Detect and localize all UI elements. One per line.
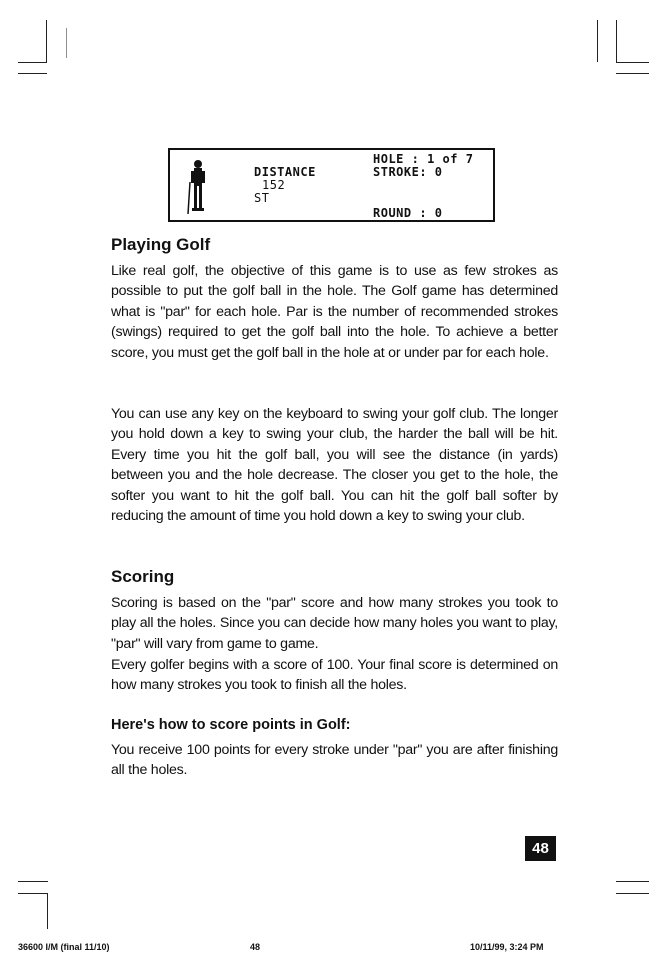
golf-lcd-screen [168,148,495,222]
heading-score-points: Here's how to score points in Golf: [111,717,351,733]
lcd-stroke: STROKE: 0 [373,165,443,179]
lcd-distance-label: DISTANCE [254,165,316,179]
lcd-distance-value: 152 [262,178,286,192]
page-number-badge: 48 [525,836,556,861]
paragraph-scoring-2: Every golfer begins with a score of 100. Your final score is determined on how many strokes you took to finish all the holes. [111,657,558,694]
heading-scoring: Scoring [111,567,175,586]
lcd-round: ROUND : 0 [373,206,443,220]
footer-left: 36600 I/M (final 11/10) [18,942,110,952]
paragraph-playing-1: Like real golf, the objective of this game is to use as few strokes as possible to put the golf ball in the hole. The Golf game has determined what is "par" for each hole. Par is the number of recommended strokes (swings) required to get the golf ball into the hole. To achieve a better score, you must get the golf ball in the hole at or under par for each hole. [111,263,558,361]
paragraph-score-points: You receive 100 points for every stroke under "par" you are after finishing all the holes. [111,742,558,779]
lcd-hole: HOLE : 1 of 7 [373,152,474,166]
footer-right: 10/11/99, 3:24 PM [470,942,544,952]
golfer-icon [186,158,210,218]
paragraph-playing-2: You can use any key on the keyboard to swing your golf club. The longer you hold down a key to swing your club, the harder the ball will be hit. Every time you hit the golf ball, you will see the distance (in yards) between you and the hole decrease. The closer you get to the hole, the softer you want to hit the golf ball. You can hit the golf ball softer by reducing the amount of time you hold down a key to swing your club. [111,406,558,525]
heading-playing-golf: Playing Golf [111,235,211,254]
lcd-club: ST [254,191,270,205]
paragraph-scoring-1: Scoring is based on the "par" score and how many strokes you took to play all the holes. Since you can decide how many holes you want to play, "par" will vary from game to game. [111,595,558,652]
footer-center: 48 [250,942,261,952]
